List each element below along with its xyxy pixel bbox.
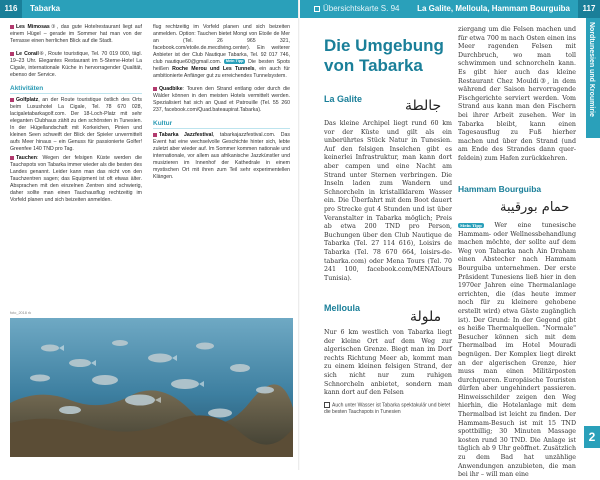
left-running-header — [0, 0, 300, 18]
arabic-la-galite: جالطة — [405, 98, 442, 114]
galite-body: Das kleine Archipel liegt rund 60 km vor der Küste und gilt als ein unberührtes Stück Natur in Tunesien. Auf den felsigen Inselchen gibt es keinerlei Infrastruktur, man kann dort aber campen und eine Nacht am Strand unter Sternen verbringen. Die Inseln laden zum Wandern und Schnorcheln in kristallklarem Wasser ein. Die Überfahrt mit dem Boot dauert pro Strecke gut 4 Stunden und ist über Veranstalter in Tabarka möglich; Preis ab etwa 200 TND pro Person, Buchungen über den Club Nautique de Tabarka (Tel. 27 114 616), Loisirs de Tabarka (Tel. 78 670 664, loisirs-de-tabarka.com) oder Mena Tours (Tel. 70 241 100, facebook.com/MENATours Tunisia). — [324, 120, 452, 282]
bullet-icon — [10, 98, 14, 102]
left-page — [0, 0, 300, 470]
side-chapter-tab: Nordtunesien und Kroumirie — [586, 18, 600, 138]
activity-entry-quadbike: Quadbike: Touren den Strand entlang oder durch die Wälder können in den meisten Hotels vermittelt werden. Spezialisiert hat sich an Quad et Patrouille (Tel. 55 260 237, facebook.com/Quad.bateaupirat.Tabarka). — [153, 86, 290, 113]
right-running-header — [300, 0, 600, 18]
activity-entry-golf: Golfplatz, an der Route touristique östlich des Orts beim Luxushotel La Cigale, Tel. 78 670 028, lacigaletabarkagolf.com. Der 18-Loch-Platz mit sehr eleganten Clubhaus zählt zu den schönsten in Tunesien. In der Hügellandschaft mit Korkeichen, Pinien und kleinen Seen schweift der Blick der Spieler unvermittelt aufs Meer hinaus – ein Genuss für passionierte Golfer! Greenfee 140 TND pro Tag. — [10, 97, 142, 152]
photo-caption: Auch unter Wasser ist Tabarka spektakulär und bietet die besten Tauchspots in Tunesien — [324, 402, 451, 415]
map-box-icon — [314, 6, 320, 12]
tip-badge: Mein Tipp — [460, 223, 482, 228]
left-running-title: Tabarka — [30, 4, 61, 13]
left-page-number: 116 — [0, 0, 22, 18]
culture-entry-jazzfestival: Tabarka Jazzfestival, tabarkajazzfestival.com. Das Event hat eine wechselvolle Geschichte hinter sich, lebte zuletzt aber wieder auf. Im Sommer kommen nationale und internationale, vor allem aus afrikanische Jazzkünstler und musizieren im Innenhof der Kathedrale in einem mystischen Ort mit ihren zum Teil sehr experimentellen Klängen. — [153, 132, 290, 180]
bullet-icon — [10, 156, 14, 160]
left-column-1 — [10, 24, 142, 206]
arabic-melloula: ملولة — [410, 309, 442, 325]
underwater-fish-photo — [10, 318, 293, 457]
heading-melloula: Melloula — [324, 303, 361, 313]
bullet-icon — [153, 87, 157, 91]
arabic-hammam-bourguiba: حمام بورقيبة — [500, 200, 570, 215]
tip-badge: Mein Tipp — [225, 59, 244, 64]
photo-credit: foto_2018 rk — [10, 311, 32, 315]
underwater-scene-graphic — [10, 318, 293, 457]
map-reference: Übersichtskarte S. 94 — [314, 0, 399, 18]
bullet-icon — [10, 25, 14, 29]
hammam-body: Mein Tipp Wer eine tunesische Hammam- oder Wellnessbehandlung machen möchte, der sollte auf dem Weg von Tabarka nach Ain Draham einen Abstecher nach Hammam Bourguiba unternehmen. Der erste Präsident Tunesiens ließ hier in den 1970er Jahren eine Thermalanlage errichten, die (das heute immer noch für zu kleinere gehobene erstellt wird) etwa Gäste zugänglich ist). Der Grund: In der Gegend gibt es heiße Thermalquellen. "Normale" Besucher können sich mit dem Thermalbad im Hotel Mouradi begnügen. Der Komplex liegt direkt an der algerischen Grenze, hier muss man einen Militärposten durchqueren. Europäische Touristen dürfen aber ungehindert passieren. Hinweisschilder zeigen den Weg hierhin, die Hotelanlage mit dem Thermalbad ist leicht zu finden. Der Hammam-Besuch ist mit 15 TND spottbillig; 30 Minuten Massage kosten rund 30 TND. Die Anlage ist täglich ab 9 Uhr geöffnet. Zusätzlich zu dem Bad hat unzählige Anwendungen anzubieten, die man bei ihr – will man eine — [458, 222, 576, 479]
bullet-icon — [153, 133, 157, 137]
restaurant-entry-mimosas: Les Mimosas③, das gute Hotelrestaurant liegt auf einem Hügel – gerade im Sommer hat man von der Terrasse einen herrlichen Blick auf die Stadt. — [10, 24, 142, 44]
heading-hammam-bourguiba: Hammam Bourguiba — [458, 184, 542, 194]
chapter-number: 2 — [584, 426, 600, 448]
section-heading-culture: Kultur — [153, 120, 290, 129]
page-title: Die Umgebung von Tabarka — [324, 36, 444, 75]
right-page — [300, 0, 600, 479]
right-running-title: La Galite, Melloula, Hammam Bourguiba — [417, 4, 570, 13]
caption-camera-icon — [324, 402, 330, 408]
bullet-icon — [10, 52, 14, 56]
section-heading-activities: Aktivitäten — [10, 85, 142, 94]
melloula-continued: ziergang um die Felsen machen und für etwa 700 m nach Osten einen ins Meer ragenden Felsen mit Durchbruch, wo man toll schwimmen und schnorcheln kann. Es gibt hier auch das kleine Restaurant Chez Mouldi③, in dem während der Saison hervorragende Fischgerichte serviert werden. Vom Strand aus kann man den Fischern bei ihrer Arbeit zusehen. Wer in Tabarka bleibt, kann einen Tagesausflug zu Fuß hierher machen und über den Strand (und am Ende des Strandes dann quer-feldein) zum Hafen zurückkehren. — [458, 26, 576, 162]
melloula-body: Nur 6 km westlich von Tabarka liegt der kleine Ort auf dem Weg zur algerischen Grenze. Biegt man im Dorf rechts Richtung Meer ab, kommt man zu einem kleinen felsigen Strand, der sich nicht nur zum ruhigen Schnorcheln anbietet, sondern man kann dort auf den Felsen — [324, 329, 452, 397]
activity-entry-diving: Tauchen: Wegen der felsigen Küste werden die Tauchspots von Tabarka immer wieder als die besten des Landes genannt. Leider kann man das nicht von den Tauchzentren sagen; das Equipment ist oft etwas älter. Absprachen mit den einzelnen Zentren sind schwierig, daher sollte man einen Tauchausflug rechtzeitig im Vorfeld planen und sich beizeiten anmelden. — [10, 155, 142, 203]
heading-la-galite: La Galite — [324, 94, 363, 104]
restaurant-entry-corail: Le Corail⑥, Route touristique, Tel. 70 019 000, tägl. 19–23 Uhr. Elegantes Restaurant im 5-Sterne-Hotel La Cigale, internationale Küche in hervorragender Qualität, ebenso der Service. — [10, 51, 142, 78]
right-page-number: 117 — [578, 0, 600, 18]
left-column-2 — [153, 24, 290, 183]
diving-continuation: flug rechtzeitig im Vorfeld planen und sich beizeiten anmelden. Option: Tauchen bietet Mongi von Etoile de Mer an (Tel. 26 965 321, facebook.com/etoile.de.mecdiving.center). Ein weiterer Anbieter ist der Club Nautique Tabarka, Tel. 92 017 746, club nautique60@gmail.com. Mein Tipp Die besten Spots heißen Roche Merou und Les Tunnels, ein auch für ambitionierte Anfänger gut zu erreichendes Tunnelsystem. — [153, 24, 290, 79]
